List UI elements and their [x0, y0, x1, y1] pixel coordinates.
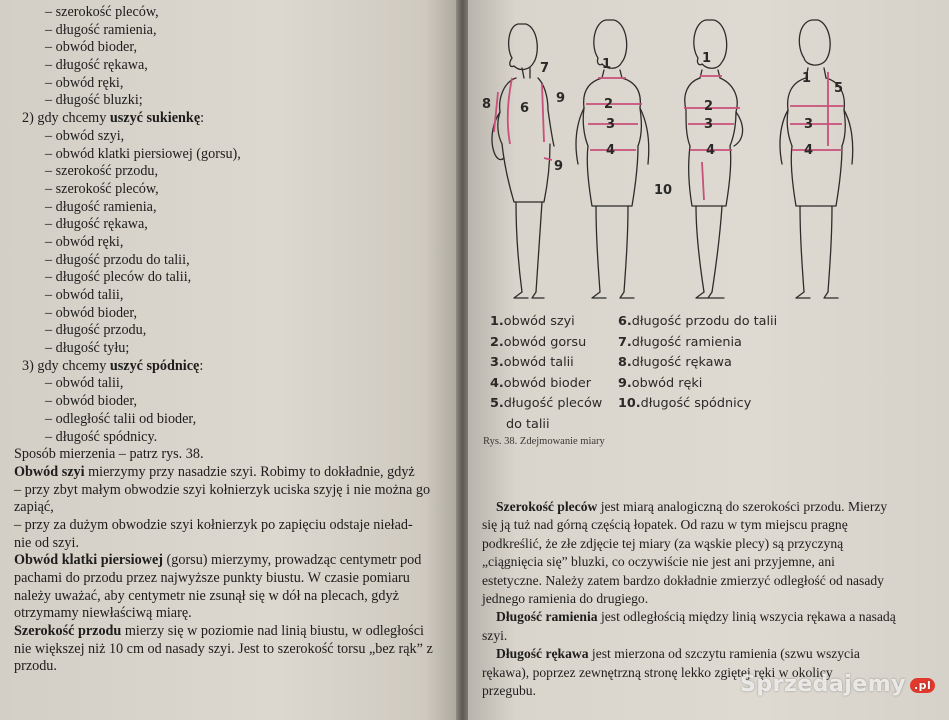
- figure-caption: Rys. 38. Zdejmowanie miary: [483, 436, 605, 447]
- legend-item: [618, 312, 818, 333]
- text-line: – długość przodu do talii,: [45, 251, 190, 268]
- text-line: – długość tyłu;: [45, 340, 130, 357]
- text-line: – długość pleców do talii,: [45, 269, 192, 286]
- legend-number: 2.: [490, 334, 504, 350]
- measurement-number-label: 1: [602, 57, 612, 72]
- text-line: – obwód talii,: [45, 287, 124, 303]
- legend-item: [490, 415, 620, 436]
- text-line: 2) gdy chcemy uszyć sukienkę:: [22, 110, 205, 127]
- legend-number: 8.: [618, 355, 632, 371]
- legend-number: 5.: [490, 396, 504, 412]
- measurement-number-label: 1: [702, 51, 712, 66]
- text-line: należy uważać, aby centymetr nie zsunął się w dół na plecach, gdyż: [14, 587, 399, 604]
- text-line: – przy zbyt małym obwodzie szyi kołnierzyk uciska szyję i nie można go: [14, 481, 431, 498]
- text-line: jednego ramienia do drugiego.: [482, 590, 649, 606]
- measurement-number-label: 3: [704, 117, 714, 132]
- text-line: Długość ramienia jest odległością między linią wszycia rękawa a nasadą: [496, 609, 896, 625]
- text-line: Obwód szyi mierzymy przy nasadzie szyi. Robimy to dokładnie, gdyż: [14, 463, 415, 480]
- legend-label: obwód bioder: [503, 375, 591, 391]
- legend-label: obwód szyi: [503, 314, 575, 329]
- legend-label: długość pleców: [503, 396, 603, 412]
- legend-number: 10.: [618, 396, 641, 412]
- text-line: – obwód klatki piersiowej (gorsu),: [45, 145, 241, 162]
- legend-item: [490, 312, 620, 333]
- measurement-number-label: 6: [520, 101, 530, 116]
- text-line: nie od szyi.: [14, 534, 80, 551]
- legend-item: [618, 374, 818, 395]
- measurement-number-label: 2: [704, 99, 714, 114]
- measurement-number-label: 4: [606, 143, 616, 158]
- text-line: – obwód bioder,: [45, 393, 138, 410]
- legend-item: [490, 333, 620, 354]
- text-line: nie większej niż 10 cm od nasady szyi. Jest to szerokość torsu „bez rąk” z: [14, 640, 433, 657]
- legend-label: długość przodu do talii: [631, 314, 778, 329]
- legend-number: 3.: [490, 355, 504, 371]
- legend-item: [490, 374, 620, 395]
- text-line: – długość przodu,: [45, 322, 147, 339]
- figure-back-view: [780, 20, 853, 298]
- measurement-number-label: 2: [604, 97, 614, 112]
- legend-number: 4.: [490, 375, 504, 391]
- measurement-number-label: 3: [606, 117, 616, 132]
- measurement-figure: [478, 12, 868, 307]
- watermark-badge: .pl: [910, 678, 935, 693]
- body-measurement-illustration: [478, 12, 868, 307]
- measurement-number-label: 4: [804, 143, 814, 158]
- legend-column-2: [618, 312, 818, 415]
- legend-number: 7.: [618, 334, 632, 350]
- legend-label: długość rękawa: [631, 355, 732, 371]
- text-line: – obwód talii,: [45, 375, 124, 392]
- measurement-number-label: 10: [654, 183, 673, 198]
- measurement-number-label: 5: [834, 81, 844, 96]
- text-line: pachami do przodu przez najwyższe punkty biustu. W czasie pomiaru: [14, 570, 410, 586]
- text-line: Szerokość przodu mierzy się w poziomie nad linią biustu, w odległości: [14, 623, 424, 640]
- measurement-number-label: 9: [556, 91, 566, 106]
- text-line: – obwód szyi,: [45, 127, 125, 144]
- legend-item: [618, 333, 818, 354]
- figure-angled-view: [685, 20, 743, 298]
- legend-item: [490, 353, 620, 374]
- measurement-number-label: 7: [540, 61, 550, 76]
- text-line: – długość ramienia,: [45, 21, 157, 38]
- legend-label: do talii: [506, 416, 550, 432]
- text-line: – szerokość pleców,: [45, 180, 159, 197]
- measurement-number-label: 1: [802, 71, 812, 86]
- text-line: „ciągnięcia się” bluzki, co oczywiście nie jest ani przyjemne, ani: [482, 554, 835, 570]
- figure-front-view: [576, 20, 649, 298]
- text-line: – szerokość pleców,: [45, 4, 159, 20]
- text-line: – obwód ręki,: [45, 74, 124, 91]
- legend-label: obwód talii: [503, 355, 574, 371]
- legend-label: długość spódnicy: [640, 396, 752, 412]
- legend-number: 9.: [618, 375, 632, 391]
- text-line: Długość rękawa jest mierzona od szczytu ramienia (szwu wszycia: [496, 646, 860, 662]
- text-line: rękawa), poprzez zewnętrzną stronę lekko zgiętej ręki w okolicy: [482, 664, 833, 680]
- legend-number: 1.: [490, 314, 504, 329]
- watermark-text: Sprzedajemy: [740, 672, 906, 697]
- watermark: [740, 672, 935, 697]
- legend-column-1: [490, 312, 620, 436]
- measurement-number-label: 3: [804, 117, 814, 132]
- left-page-text: [0, 4, 462, 676]
- text-line: podkreślić, że złe zdjęcie tej miary (za wąskie plecy) są przyczyną: [482, 535, 844, 551]
- text-line: otrzymamy niewłaściwą miarę.: [14, 605, 192, 622]
- text-line: 3) gdy chcemy uszyć spódnicę:: [22, 357, 204, 374]
- text-line: Sposób mierzenia – patrz rys. 38.: [14, 446, 204, 463]
- text-line: zapiąć,: [14, 499, 54, 516]
- text-line: estetyczne. Należy zatem bardzo dokładnie zmierzyć odległość od nasady: [482, 572, 884, 588]
- text-line: – obwód bioder,: [45, 304, 138, 321]
- text-line: – obwód bioder,: [45, 39, 138, 56]
- measurement-number-label: 8: [482, 97, 492, 112]
- text-line: – długość ramienia,: [45, 198, 157, 215]
- legend-item: [490, 394, 620, 415]
- text-line: szyi.: [482, 627, 508, 643]
- legend-item: [618, 353, 818, 374]
- text-line: się ją tuż nad górną częścią łopatek. Od razu w tym miejscu pragnę: [482, 517, 848, 533]
- text-line: – długość spódnicy.: [45, 428, 158, 445]
- legend-label: długość ramienia: [631, 334, 742, 350]
- text-line: przegubu.: [482, 682, 536, 698]
- text-line: – szerokość przodu,: [45, 163, 159, 180]
- text-line: – odległość talii od bioder,: [45, 410, 197, 427]
- right-page-text: [482, 498, 932, 700]
- legend-number: 6.: [618, 314, 632, 329]
- text-line: – długość rękawa,: [45, 57, 148, 74]
- text-line: – przy za dużym obwodzie szyi kołnierzyk po zapięciu odstaje nieład-: [14, 516, 413, 533]
- left-page: [0, 0, 462, 720]
- measurement-number-label: 9: [554, 159, 564, 174]
- legend-label: obwód gorsu: [503, 334, 587, 350]
- text-line: Obwód klatki piersiowej (gorsu) mierzymy, prowadząc centymetr pod: [14, 552, 422, 569]
- text-line: – obwód ręki,: [45, 233, 124, 250]
- legend-item: [618, 394, 818, 415]
- text-line: przodu.: [14, 658, 57, 675]
- text-line: Szerokość pleców jest miarą analogiczną do szerokości przodu. Mierzy: [496, 499, 888, 514]
- measurement-number-label: 4: [706, 143, 716, 158]
- legend-label: obwód ręki: [631, 375, 703, 391]
- text-line: – długość rękawa,: [45, 216, 148, 233]
- text-line: – długość bluzki;: [45, 92, 143, 109]
